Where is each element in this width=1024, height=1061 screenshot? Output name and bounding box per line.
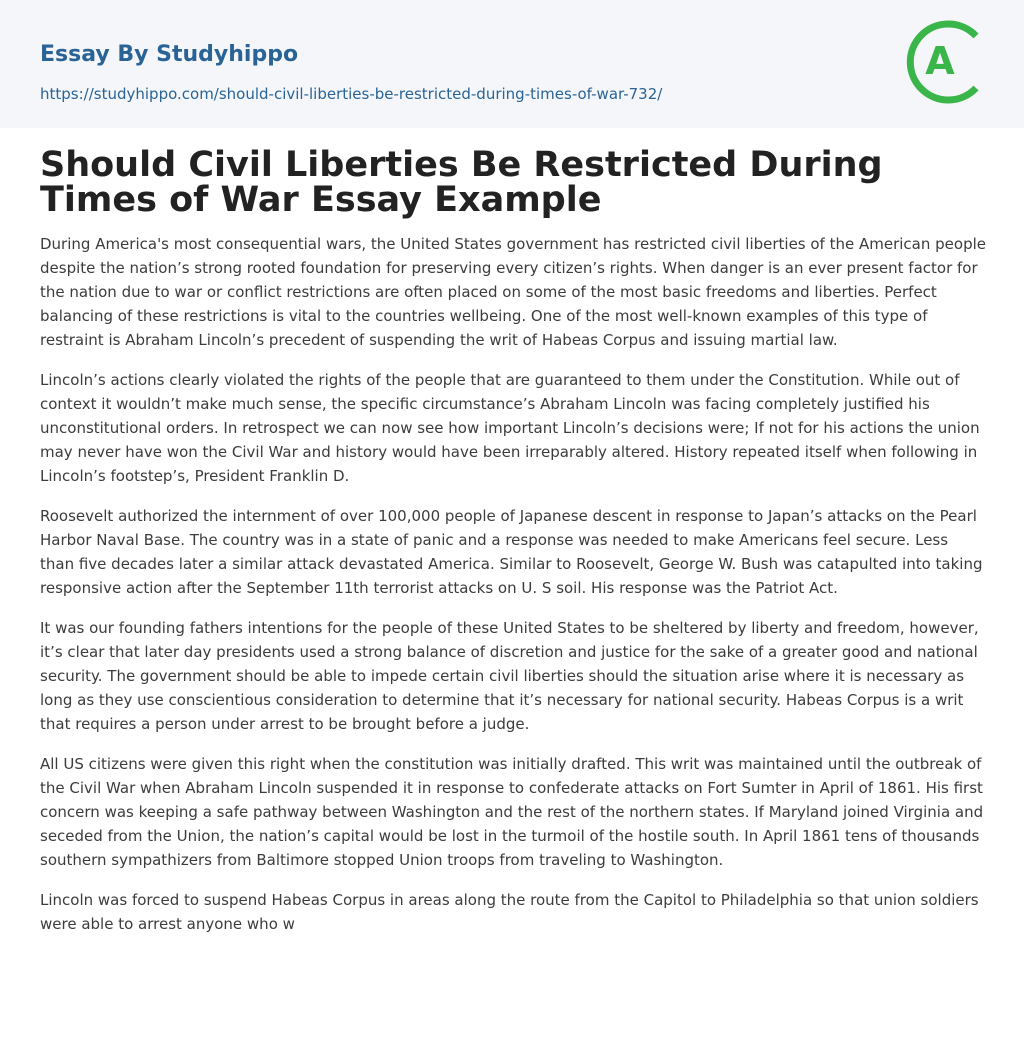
article-paragraph: Lincoln’s actions clearly violated the rights of the people that are guaranteed to them under the Constitution. While out of context it wouldn’t make much sense, the specific circumstance’s Abraham Lincoln was facing completely justified his unconstitutional orders. In retrospect we can now see how important Lincoln’s decisions were; If not for his actions the union may never have won the Civil War and history would have been irreparably altered. History repeated itself when following in Lincoln’s footstep’s, President Franklin D.: [40, 371, 980, 485]
article-content: [40, 145, 986, 952]
site-header: [0, 0, 1024, 128]
studyhippo-logo-icon[interactable]: [900, 18, 988, 106]
article-paragraph: Roosevelt authorized the internment of over 100,000 people of Japanese descent in response to Japan’s attacks on the Pearl Harbor Naval Base. The country was in a state of panic and a response was needed to make Americans feel secure. Less than five decades later a similar attack devastated America. Similar to Roosevelt, George W. Bush was catapulted into taking responsive action after the September 11th terrorist attacks on U. S soil. His response was the Patriot Act.: [40, 507, 983, 597]
site-brand[interactable]: Essay By Studyhippo: [40, 42, 299, 67]
article-paragraph: Lincoln was forced to suspend Habeas Corpus in areas along the route from the Capitol to Philadelphia so that union soldiers were able to arrest anyone who w: [40, 891, 979, 933]
page-url-link[interactable]: https://studyhippo.com/should-civil-liberties-be-restricted-during-times-of-war-732/: [40, 85, 663, 103]
article-paragraph: It was our founding fathers intentions for the people of these United States to be sheltered by liberty and freedom, however, it’s clear that later day presidents used a strong balance of discretion and justice for the sake of a greater good and national security. The government should be able to impede certain civil liberties should the situation arise where it is necessary as long as they use conscientious consideration to determine that it’s necessary for national security. Habeas Corpus is a writ that requires a person under arrest to be brought before a judge.: [40, 619, 979, 733]
logo-letter: A: [925, 39, 955, 83]
article-paragraph: All US citizens were given this right when the constitution was initially drafted. This writ was maintained until the outbreak of the Civil War when Abraham Lincoln suspended it in response to confederate attacks on Fort Sumter in April of 1861. His first concern was keeping a safe pathway between Washington and the rest of the northern states. If Maryland joined Virginia and seceded from the Union, the nation’s capital would be lost in the turmoil of the hostile south. In April 1861 tens of thousands southern sympathizers from Baltimore stopped Union troops from traveling to Washington.: [40, 755, 984, 869]
article-paragraph: During America's most consequential wars, the United States government has restricted civil liberties of the American people despite the nation’s strong rooted foundation for preserving every citizen’s rights. When danger is an ever present factor for the nation due to war or conflict restrictions are often placed on some of the most basic freedoms and liberties. Perfect balancing of these restrictions is vital to the countries wellbeing. One of the most well-known examples of this type of restraint is Abraham Lincoln’s precedent of suspending the writ of Habeas Corpus and issuing martial law.: [40, 235, 986, 349]
article-title: Should Civil Liberties Be Restricted During Times of War Essay Example: [40, 145, 883, 220]
